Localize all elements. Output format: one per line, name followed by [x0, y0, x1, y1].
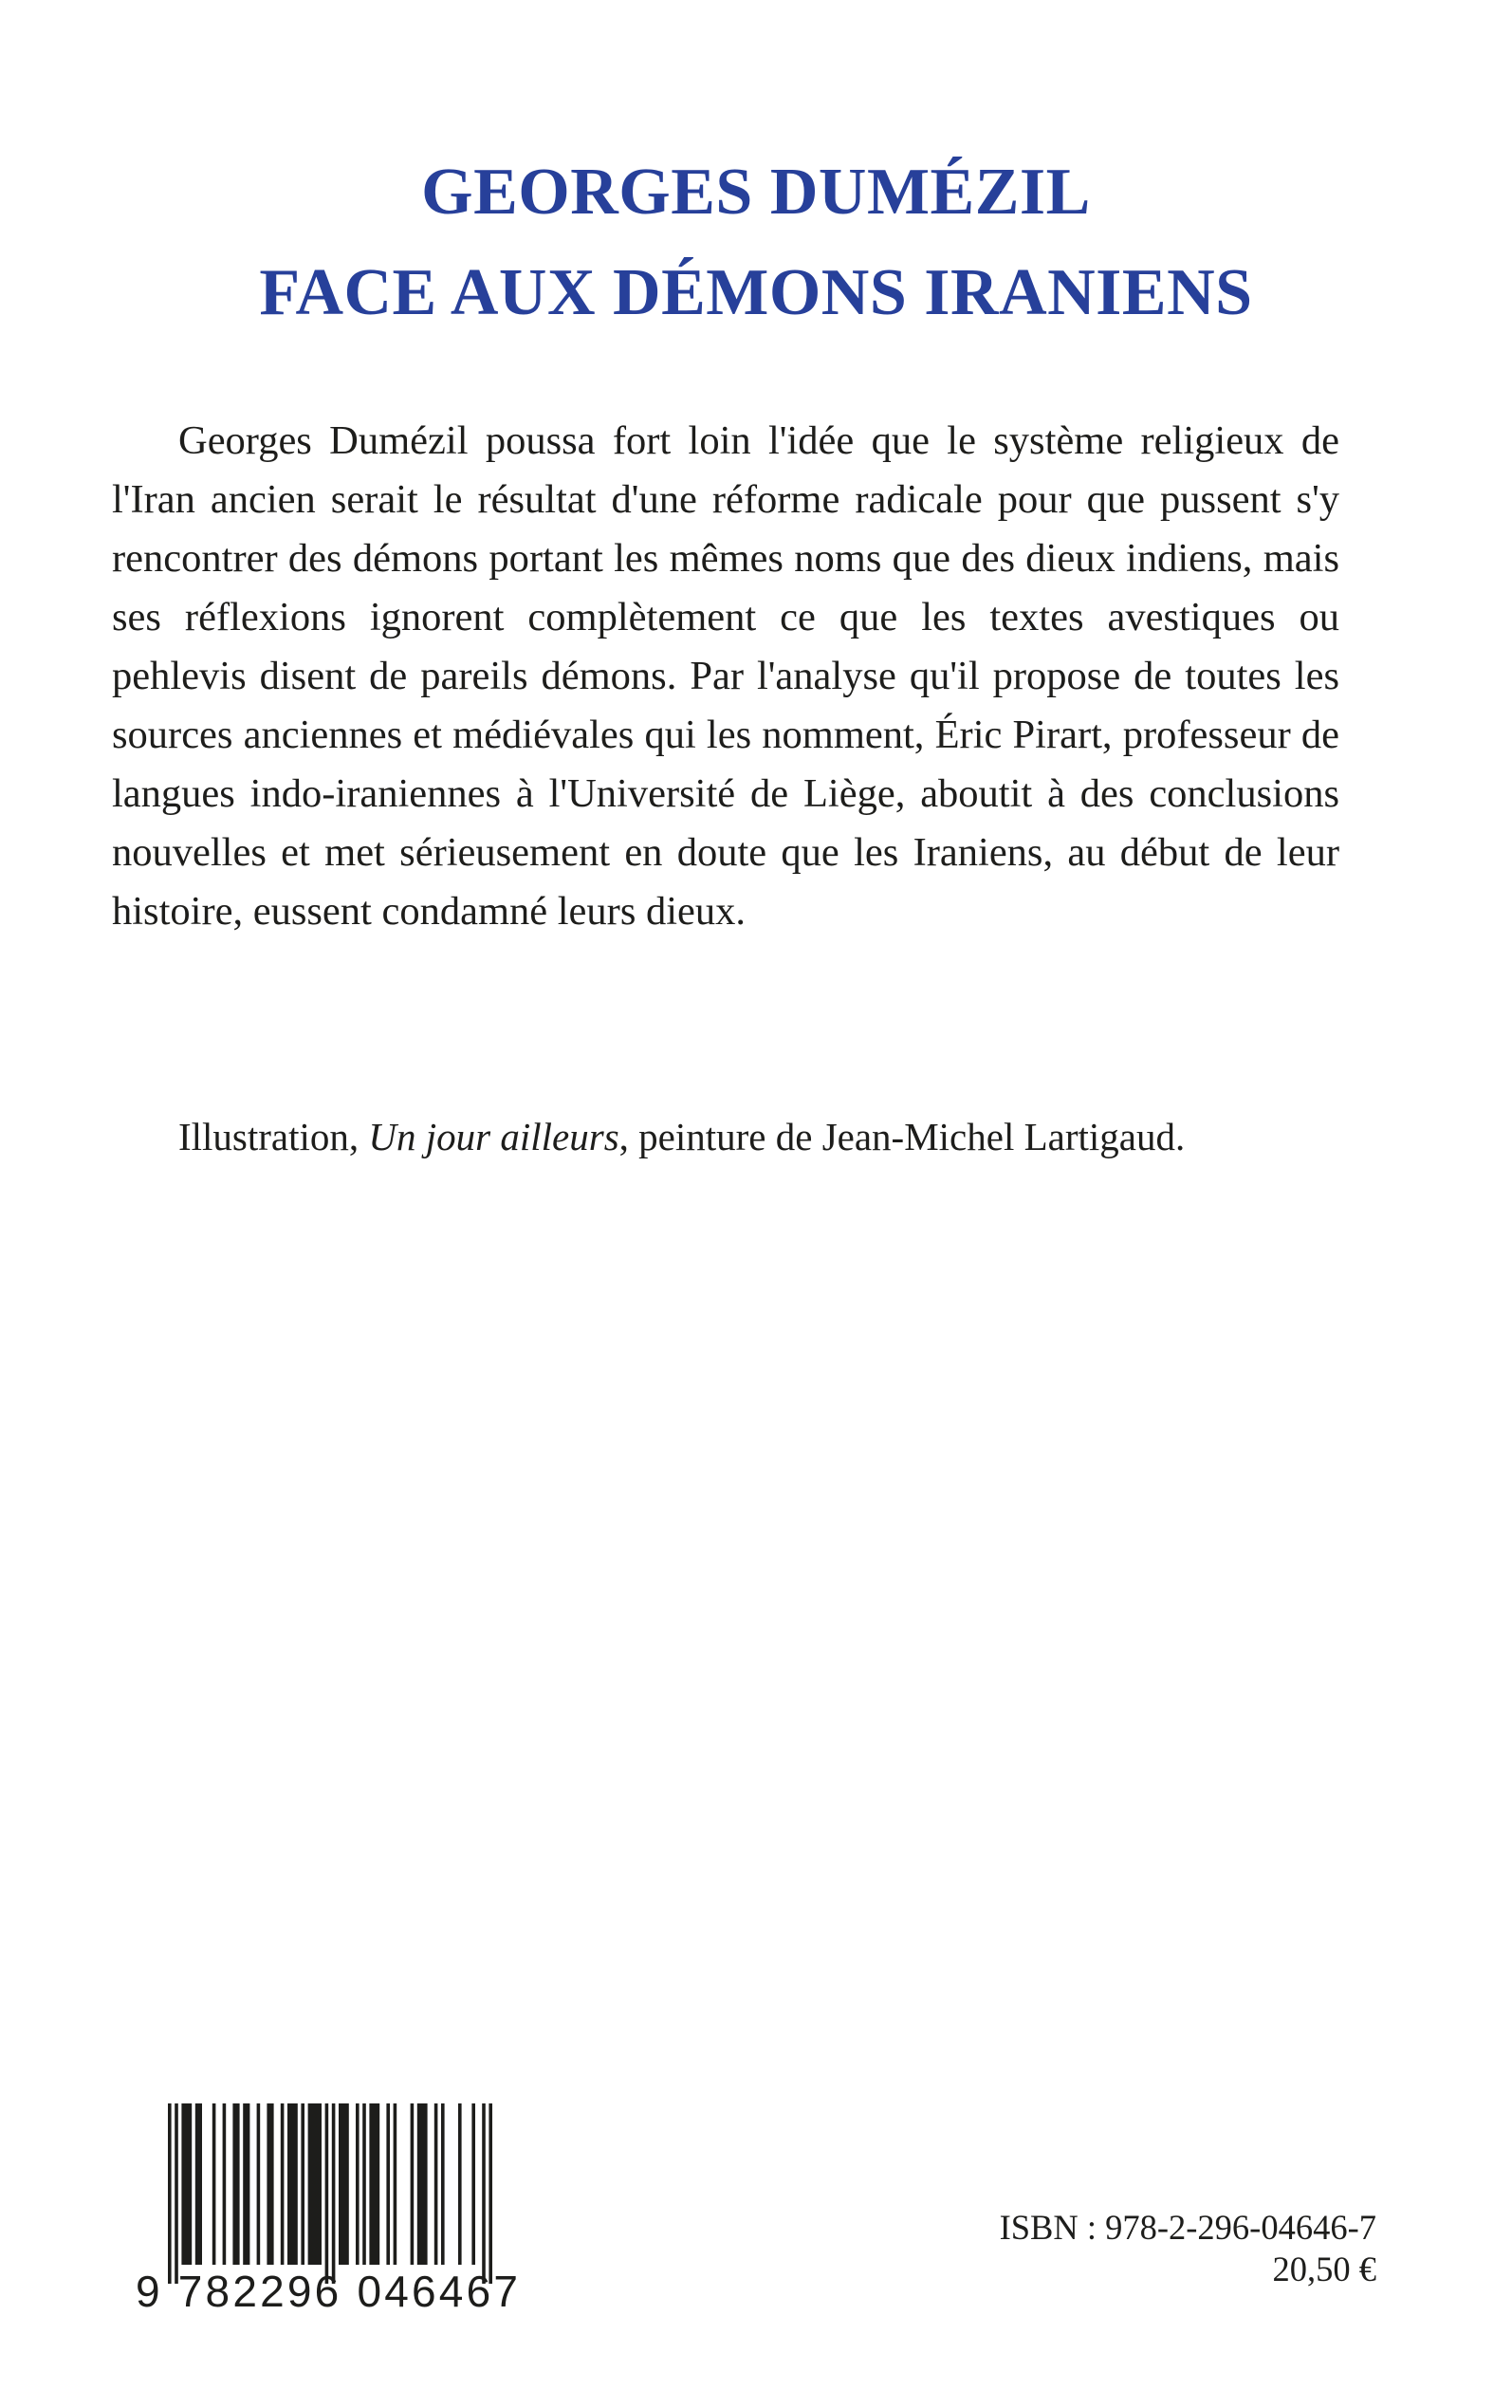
barcode-bar-26 — [458, 2103, 462, 2265]
barcode-bar-17 — [356, 2103, 360, 2265]
barcode-bar-13 — [308, 2103, 322, 2265]
blurb-paragraph: Georges Dumézil poussa fort loin l'idée que le système religieux de l'Iran ancien serait le résultat d'une réforme radicale pour que pussent s'y rencontrer des démons portant les mêmes noms que des dieux indiens, mais ses réflexions ignorent complètement ce que les textes avestiques ou pehlevis disent de pareils démons. Par l'analyse qu'il propose de toutes les sources anciennes et médiévales qui les nomment, Éric Pirart, professeur de langues indo-iraniennes à l'Université de Liège, aboutit à des conclusions nouvelles et met sérieusement en doute que les Iraniens, au début de leur histoire, eussent condamné leurs dieux. — [112, 418, 1339, 934]
title-line-1: GEORGES DUMÉZIL — [421, 156, 1091, 229]
isbn-number: ISBN : 978-2-296-04646-7 — [999, 2208, 1376, 2247]
barcode-bar-5 — [223, 2103, 227, 2265]
barcode-bar-27 — [471, 2103, 475, 2265]
barcode-bar-25 — [441, 2103, 445, 2265]
barcode-bar-7 — [243, 2103, 249, 2265]
barcode-bar-9 — [267, 2103, 273, 2265]
barcode-bar-16 — [339, 2103, 349, 2265]
barcode-bar-19 — [369, 2103, 379, 2265]
barcode-bar-20 — [386, 2103, 390, 2265]
barcode-guard-bar-28 — [482, 2103, 486, 2284]
barcode-bar-3 — [195, 2103, 202, 2265]
credit-prefix: Illustration, — [178, 1115, 369, 1158]
title-line-2: FACE AUX DÉMONS IRANIENS — [259, 256, 1253, 329]
illustration-credit — [178, 1110, 1185, 1163]
barcode-bar-18 — [362, 2103, 366, 2265]
ean-barcode — [136, 2103, 522, 2316]
barcode-bar-24 — [434, 2103, 438, 2265]
barcode-bar-8 — [257, 2103, 261, 2265]
barcode-bar-11 — [287, 2103, 298, 2265]
barcode-bar-12 — [301, 2103, 304, 2265]
price: 20,50 € — [1272, 2250, 1376, 2288]
barcode-bar-4 — [212, 2103, 216, 2265]
book-title — [0, 142, 1512, 343]
barcode-digits: 9 782296 046467 — [136, 2267, 522, 2316]
barcode-bar-23 — [417, 2103, 428, 2265]
barcode-bar-2 — [181, 2103, 192, 2265]
barcode-bar-6 — [232, 2103, 239, 2265]
credit-suffix: , peinture de Jean-Michel Lartigaud. — [618, 1115, 1186, 1158]
barcode-guard-bar-0 — [168, 2103, 172, 2284]
barcode-guard-bar-15 — [332, 2103, 336, 2284]
barcode-guard-bar-1 — [175, 2103, 178, 2284]
barcode-guard-bar-14 — [325, 2103, 329, 2284]
barcode-bar-21 — [394, 2103, 397, 2265]
barcode-guard-bar-29 — [489, 2103, 492, 2284]
barcode-bar-22 — [411, 2103, 415, 2265]
painting-title: Un jour ailleurs — [368, 1115, 619, 1158]
barcode-bar-10 — [281, 2103, 285, 2265]
